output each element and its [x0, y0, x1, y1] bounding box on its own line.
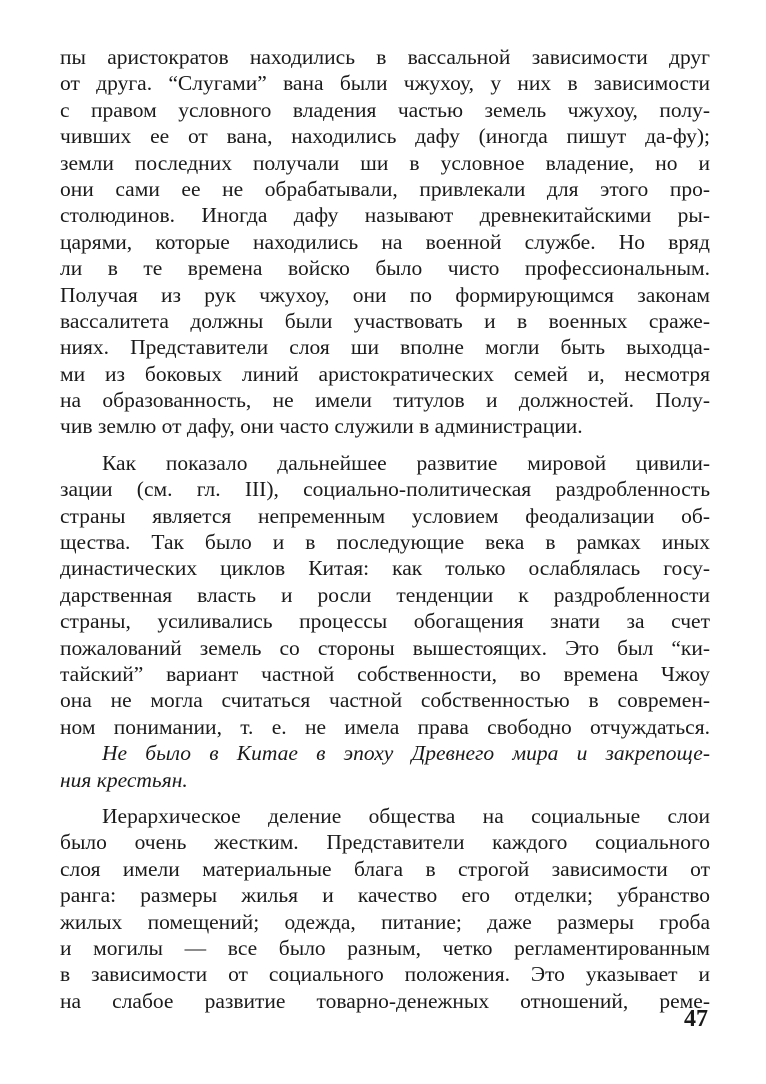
- text-line: Как показало дальнейшее развитие мировой цивили-: [102, 450, 710, 475]
- paragraph-gap: [60, 440, 710, 450]
- text-line: с правом условного владения частью земель чжухоу, полу-: [60, 97, 710, 122]
- text-line: Получая из рук чжухоу, они по формирующимся законам: [60, 282, 710, 307]
- text-line: пожалований земель со стороны вышестоящих. Это был “ки-: [60, 635, 710, 660]
- paragraph-4: [60, 803, 710, 1014]
- page-text-block: [60, 44, 710, 1014]
- text-line: Иерархическое деление общества на социальные слои: [102, 803, 710, 828]
- text-line: пы аристократов находились в вассальной зависимости друг: [60, 45, 710, 69]
- text-line: на слабое развитие товарно-денежных отношений, реме-: [60, 988, 710, 1013]
- text-line: дарственная власть и росли тенденции к раздробленности: [60, 582, 710, 607]
- text-line: она не могла считаться частной собственностью в современ-: [60, 688, 710, 713]
- text-line: от друга. “Слугами” вана были чжухоу, у них в зависимости: [60, 71, 710, 96]
- text-line: ном понимании, т. е. не имела права свободно отчуждаться.: [60, 714, 710, 739]
- text-line: щества. Так было и в последующие века в рамках иных: [60, 530, 710, 555]
- text-line: жилых помещений; одежда, питание; даже размеры гроба: [60, 909, 710, 934]
- text-line: ния крестьян.: [60, 767, 188, 792]
- text-line: и могилы — все было разным, четко регламентированным: [60, 935, 710, 960]
- paragraph-3-italic: [60, 740, 710, 793]
- page-number: 47: [684, 1006, 708, 1032]
- text-line: столюдинов. Иногда дафу называют древнекитайскими ры-: [60, 203, 710, 228]
- text-line: они сами ее не обрабатывали, привлекали для этого про-: [60, 176, 710, 201]
- text-line: ниях. Представители слоя ши вполне могли быть выходца-: [60, 335, 710, 360]
- text-line: ранга: размеры жилья и качество его отделки; убранство: [60, 883, 710, 908]
- text-line: чив землю от дафу, они часто служили в администрации.: [60, 414, 583, 439]
- text-line: зации (см. гл. III), социально-политическая раздробленность: [60, 477, 710, 502]
- paragraph-2: [60, 450, 710, 740]
- text-line: было очень жестким. Представители каждого социального: [60, 830, 710, 855]
- text-line: ли в те времена войско было чисто профессиональным.: [60, 256, 710, 281]
- text-line: ми из боковых линий аристократических семей и, несмотря: [60, 361, 710, 386]
- text-line: страны является непременным условием феодализации об-: [60, 503, 710, 528]
- paragraph-1: [60, 44, 710, 440]
- text-line: вассалитета должны были участвовать и в военных сраже-: [60, 308, 710, 333]
- text-line: слоя имели материальные блага в строгой зависимости от: [60, 856, 710, 881]
- text-line: страны, усиливались процессы обогащения знати за счет: [60, 609, 710, 634]
- paragraph-gap: [60, 793, 710, 803]
- text-line: в зависимости от социального положения. Это указывает и: [60, 962, 710, 987]
- text-line: Не было в Китае в эпоху Древнего мира и закрепоще-: [102, 741, 710, 766]
- text-line: тайский” вариант частной собственности, во времена Чжоу: [60, 661, 710, 686]
- text-line: чивших ее от вана, находились дафу (иногда пишут да-фу);: [60, 124, 710, 149]
- text-line: на образованность, не имели титулов и должностей. Полу-: [60, 388, 710, 413]
- text-line: земли последних получали ши в условное владение, но и: [60, 150, 710, 175]
- text-line: династических циклов Китая: как только ослаблялась госу-: [60, 556, 710, 581]
- text-line: царями, которые находились на военной службе. Но вряд: [60, 229, 710, 254]
